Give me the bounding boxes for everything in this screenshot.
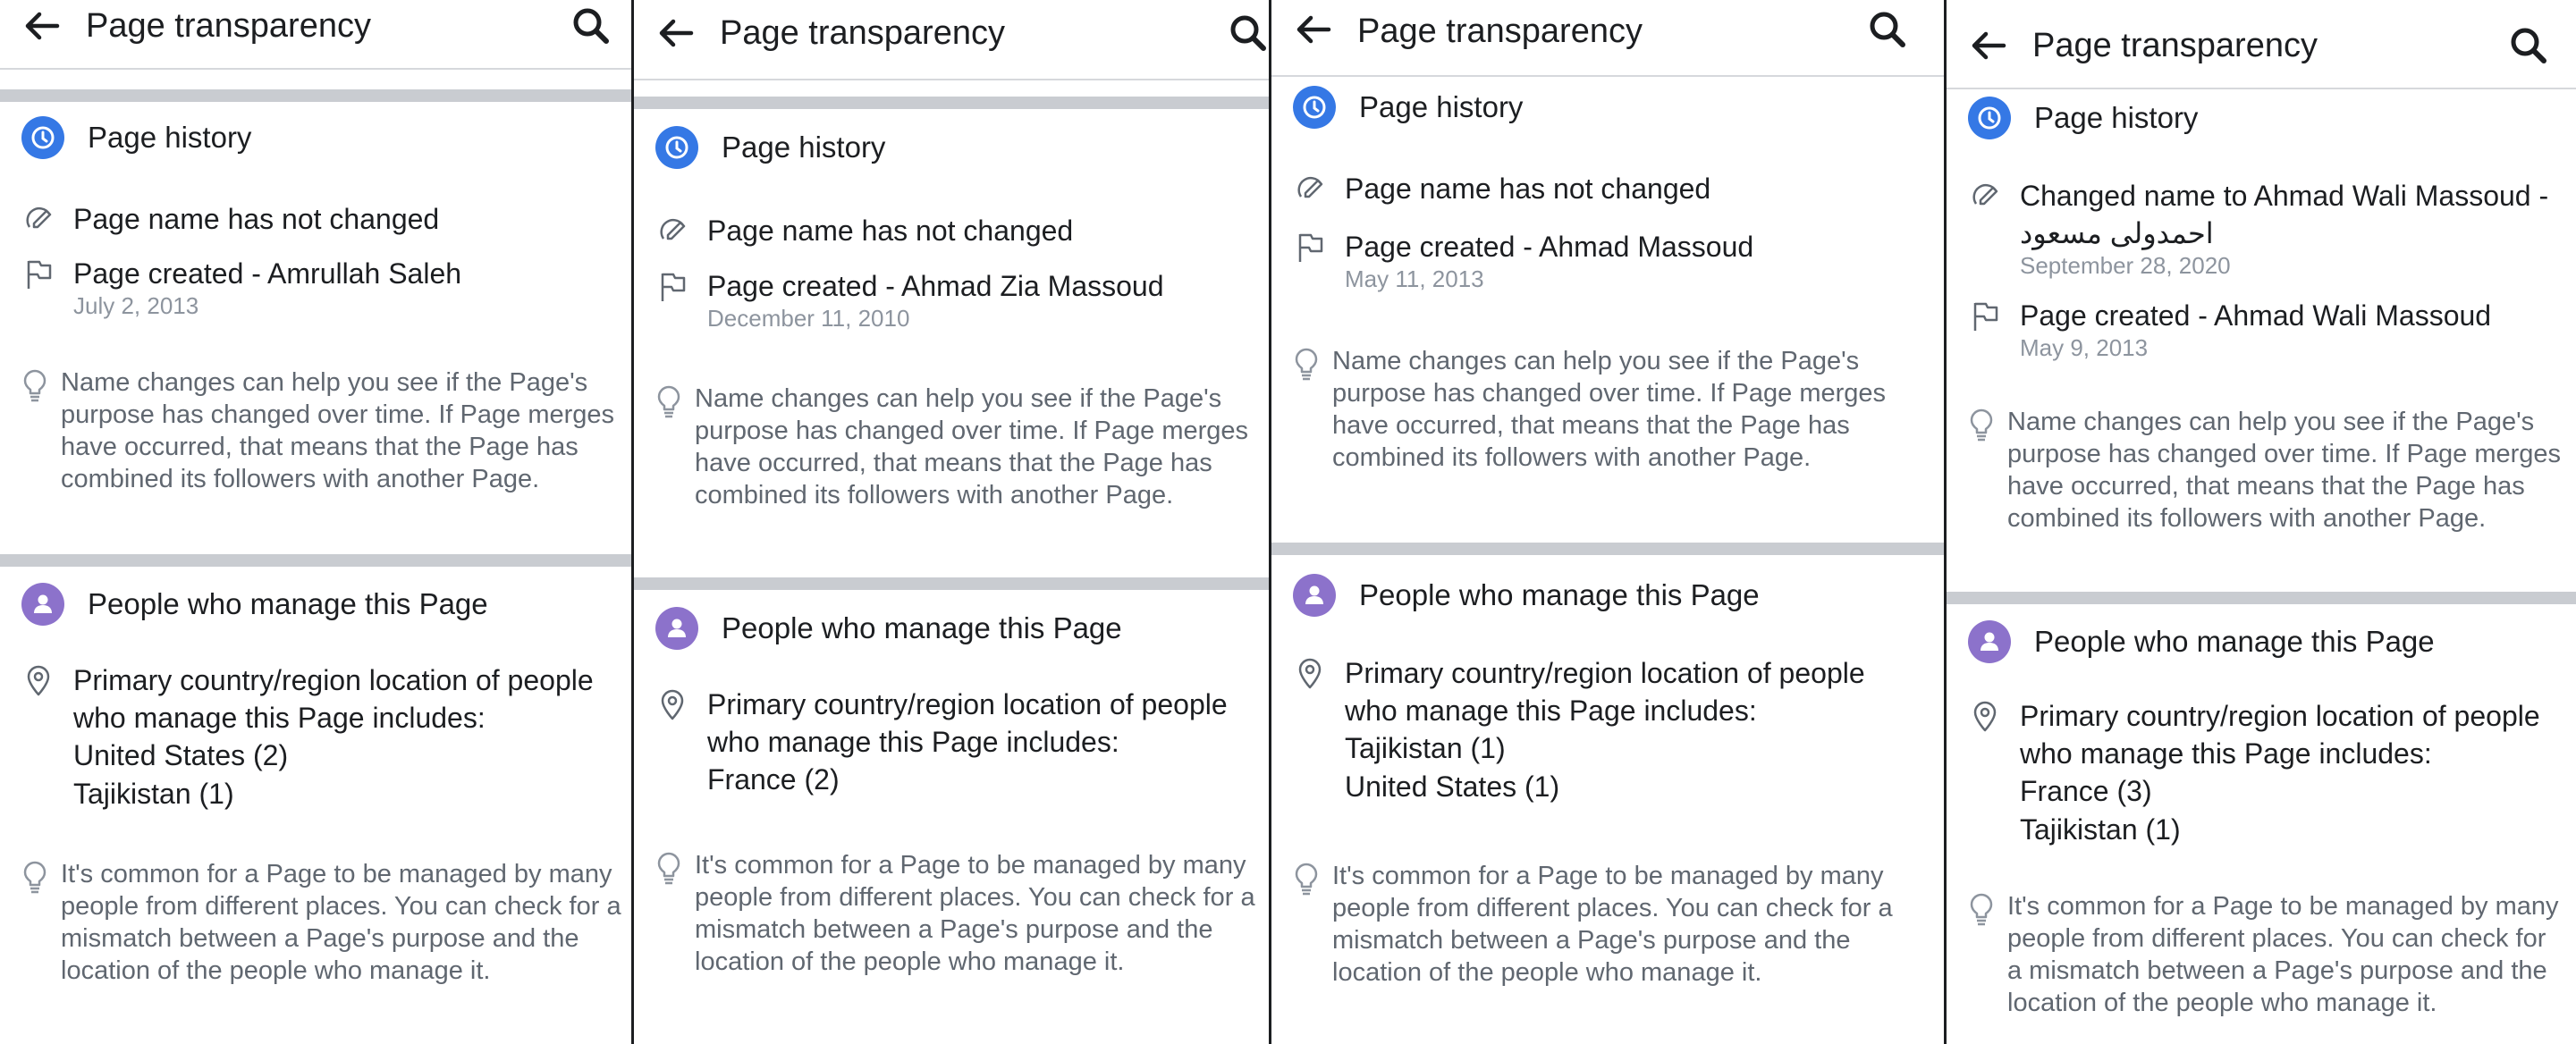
location-text: Primary country/region location of people who manage this Page includes: (2020, 700, 2540, 770)
clock-icon (1293, 86, 1336, 129)
header-border (0, 68, 631, 70)
clock-icon (1968, 97, 2011, 139)
person-icon (1293, 574, 1336, 617)
history-item-text: Page created - Ahmad Wali Massoud (2020, 299, 2492, 332)
page-history-header (1293, 86, 1523, 129)
location-list (2020, 772, 2563, 849)
search-icon[interactable] (1228, 13, 1269, 54)
section-divider (1271, 543, 1944, 555)
edit-history-icon (1968, 179, 2002, 213)
location-entry: United States (2) (73, 739, 289, 771)
section-divider (634, 97, 1269, 109)
lightbulb-icon (1293, 862, 1320, 896)
lightbulb-icon (21, 860, 48, 894)
section-divider (0, 554, 631, 567)
history-item-date: December 11, 2010 (707, 305, 910, 332)
transparency-panel (631, 0, 1269, 1044)
history-item-text: Page created - Ahmad Zia Massoud (707, 270, 1164, 302)
header (1947, 0, 2576, 80)
location-text: Primary country/region location of people who manage this Page includes: (707, 688, 1228, 758)
lightbulb-icon (21, 368, 48, 402)
history-tip-text: Name changes can help you see if the Page's purpose has changed over time. If Page merges have occurred, that means that the Page has combined its followers with another Page. (61, 368, 615, 493)
people-header (21, 583, 488, 626)
history-item-text: Page created - Ahmad Massoud (1345, 231, 1754, 263)
flag-icon (1293, 230, 1327, 264)
edit-history-icon (655, 214, 689, 248)
arrow-left-icon[interactable] (1966, 23, 2011, 68)
lightbulb-icon (655, 851, 682, 885)
location-list (73, 737, 619, 813)
location-pin-icon (1293, 656, 1327, 690)
location-pin-icon (655, 687, 689, 721)
location-text: Primary country/region location of people who manage this Page includes: (73, 664, 594, 734)
history-item-date: May 11, 2013 (1345, 265, 1484, 292)
section-title: Page history (2034, 101, 2199, 134)
history-item (1968, 297, 2563, 364)
arrow-left-icon[interactable] (20, 4, 64, 48)
header (1271, 0, 1944, 63)
lightbulb-icon (1968, 408, 1995, 442)
header (0, 0, 631, 55)
page-history-header (21, 116, 251, 159)
edit-history-icon (21, 202, 55, 236)
page-history-header (655, 126, 885, 169)
person-icon (21, 583, 64, 626)
history-item-text: Page created - Amrullah Saleh (73, 257, 462, 290)
header-border (634, 79, 1269, 80)
history-item (21, 255, 619, 322)
location-item (1968, 697, 2563, 849)
history-item-text: Page name has not changed (73, 203, 440, 235)
page-title: Page transparency (1357, 13, 1643, 50)
location-text: Primary country/region location of people who manage this Page includes: (1345, 657, 1865, 727)
location-entry: Tajikistan (1) (1345, 732, 1506, 764)
location-entry: United States (1) (1345, 770, 1560, 803)
section-divider (634, 577, 1269, 590)
page-title: Page transparency (2032, 27, 2318, 64)
location-item (655, 686, 1256, 802)
location-item (1293, 654, 1931, 811)
history-item-date: May 9, 2013 (2020, 334, 2149, 361)
transparency-panel (1269, 0, 1944, 1044)
lightbulb-icon (1968, 892, 1995, 926)
flag-icon (21, 257, 55, 290)
transparency-panel (1944, 0, 2576, 1044)
history-item (655, 267, 1256, 334)
header-border (1947, 88, 2576, 89)
arrow-left-icon[interactable] (654, 11, 698, 55)
header (634, 0, 1269, 64)
history-item-date: September 28, 2020 (2020, 252, 2231, 279)
history-item-text: Page name has not changed (707, 215, 1074, 247)
section-title: Page history (88, 121, 252, 154)
transparency-panel (0, 0, 631, 1044)
people-tip-text: It's common for a Page to be managed by many people from different places. You can check for a mismatch between a Page's purpose and the location of the people who manage it. (695, 851, 1255, 976)
section-title: People who manage this Page (722, 611, 1122, 644)
section-title: Page history (722, 130, 886, 164)
location-entry: Tajikistan (1) (73, 778, 234, 810)
flag-icon (1968, 299, 2002, 333)
section-title: Page history (1359, 90, 1524, 123)
location-pin-icon (1968, 699, 2002, 733)
section-title: People who manage this Page (1359, 578, 1760, 611)
history-item-date: July 2, 2013 (73, 292, 199, 319)
people-header (1293, 574, 1760, 617)
search-icon[interactable] (570, 5, 612, 46)
history-item (1293, 228, 1931, 295)
location-pin-icon (21, 663, 55, 697)
location-list (1345, 729, 1905, 806)
history-tip-text: Name changes can help you see if the Page's purpose has changed over time. If Page merges have occurred, that means that the Page has combined its followers with another Page. (2007, 408, 2562, 533)
clock-icon (655, 126, 698, 169)
people-tip-text: It's common for a Page to be managed by many people from different places. You can check for a mismatch between a Page's purpose and the location of the people who manage it. (61, 860, 621, 985)
lightbulb-icon (1293, 347, 1320, 381)
header-border (1271, 75, 1944, 77)
flag-icon (655, 269, 689, 303)
history-item (21, 200, 619, 243)
location-entry: France (3) (2020, 775, 2152, 807)
location-entry: France (2) (707, 763, 840, 796)
section-title: People who manage this Page (88, 587, 488, 620)
lightbulb-icon (655, 384, 682, 418)
arrow-left-icon[interactable] (1291, 7, 1336, 52)
people-tip-text: It's common for a Page to be managed by many people from different places. You can check for a mismatch between a Page's purpose and the location of the people who manage it. (2007, 892, 2559, 1017)
page-title: Page transparency (720, 14, 1005, 52)
search-icon[interactable] (1867, 9, 1908, 50)
page-title: Page transparency (86, 7, 371, 45)
history-tip-text: Name changes can help you see if the Page's purpose has changed over time. If Page merges have occurred, that means that the Page has combined its followers with another Page. (1332, 347, 1887, 472)
location-item (21, 661, 619, 813)
location-list (707, 761, 1256, 799)
history-item (655, 212, 1256, 255)
people-header (655, 607, 1122, 650)
search-icon[interactable] (2508, 25, 2549, 66)
people-header (1968, 620, 2435, 663)
history-item-text: Page name has not changed (1345, 173, 1711, 205)
history-item (1293, 170, 1931, 213)
clock-icon (21, 116, 64, 159)
edit-history-icon (1293, 172, 1327, 206)
section-title: People who manage this Page (2034, 625, 2435, 658)
section-divider (1947, 592, 2576, 604)
page-history-header (1968, 97, 2198, 139)
person-icon (1968, 620, 2011, 663)
history-item-text: Changed name to Ahmad Wali Massoud - احمدولی مسعود (2020, 180, 2549, 249)
section-divider (0, 89, 631, 102)
people-tip-text: It's common for a Page to be managed by many people from different places. You can check for a mismatch between a Page's purpose and the location of the people who manage it. (1332, 862, 1893, 987)
history-item (1968, 177, 2563, 280)
location-entry: Tajikistan (1) (2020, 813, 2181, 846)
history-tip-text: Name changes can help you see if the Page's purpose has changed over time. If Page merges have occurred, that means that the Page has combined its followers with another Page. (695, 384, 1249, 509)
person-icon (655, 607, 698, 650)
